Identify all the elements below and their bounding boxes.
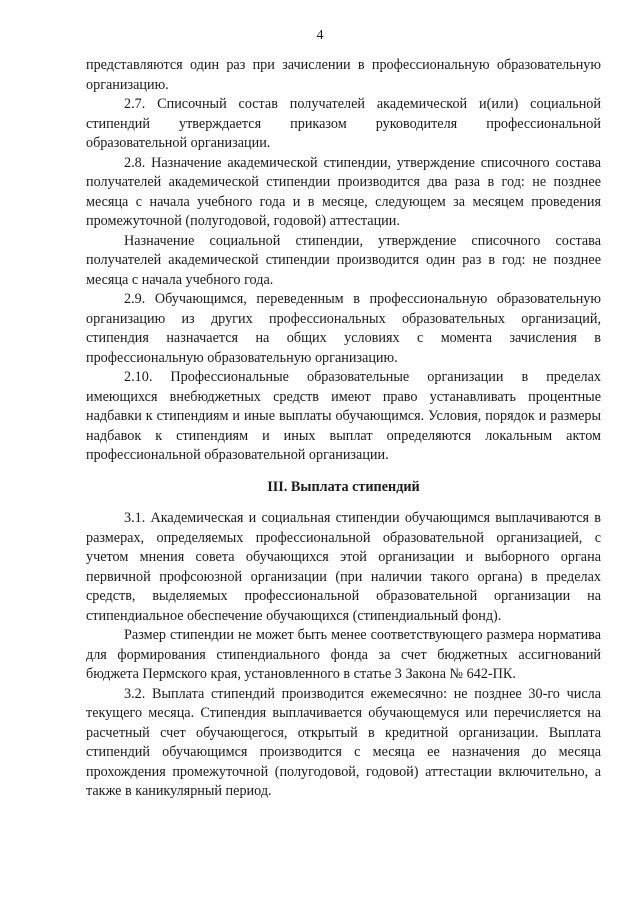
paragraph-continuation: представляются один раз при зачислении в профессиональную образовательную организацию. bbox=[86, 57, 601, 93]
paragraph-2-9: 2.9. Обучающимся, переведенным в профессиональную образовательную организацию из других профессиональных образовательных организаций, стипендия назначается на общих условиях с момента зачисления в профессиональную образовательную организацию. bbox=[86, 291, 601, 366]
paragraph-3-1-size: Размер стипендии не может быть менее соответствующего размера норматива для формирования стипендиального фонда за счет бюджетных ассигнований бюджета Пермского края, установленного в статье 3 Закона № 642-ПК. bbox=[86, 627, 601, 682]
paragraph-3-1: 3.1. Академическая и социальная стипендии обучающимся выплачиваются в размерах, определяемых профессиональной образовательной организацией, с учетом мнения совета обучающихся этой организации и выборного органа первичной профсоюзной организации (при наличии такого органа) в пределах средств, выделяемых профессиональной образовательной организации на стипендиальное обеспечение обучающихся (стипендиальный фонд). bbox=[86, 510, 601, 624]
page-number: 4 bbox=[316, 28, 324, 43]
paragraph-2-8-social: Назначение социальной стипендии, утверждение списочного состава получателей академической стипендии производится один раз в год: не позднее месяца с начала учебного года. bbox=[86, 232, 601, 288]
paragraph-2-8: 2.8. Назначение академической стипендии, утверждение списочного состава получателей академической стипендии производится два раза в год: не позднее месяца с начала учебного года и в месяце, следующем за месяцем проведения промежуточной (полугодовой, годовой) аттестации. bbox=[86, 154, 601, 229]
paragraph-2-7: 2.7. Списочный состав получателей академической и(или) социальной стипендий утверждается приказом руководителя профессиональной образовательной организации. bbox=[86, 96, 601, 151]
document-body bbox=[86, 56, 601, 802]
paragraph-2-10: 2.10. Профессиональные образовательные организации в пределах имеющихся внебюджетных средств имеют право устанавливать процентные надбавки к стипендиям и иные выплаты обучающимся. Условия, порядок и размеры надбавок к стипендиям и иных выплат определяются локальным актом профессиональной образовательной организации. bbox=[86, 369, 601, 463]
paragraph-3-2: 3.2. Выплата стипендий производится ежемесячно: не позднее 30-го числа текущего месяца. Стипендия выплачивается обучающемуся или перечисляется на расчетный счет обучающегося, открытый в кредитной организации. Выплата стипендий обучающимся производится с месяца ее назначения до месяца прохождения промежуточной (полугодовой, годовой) аттестации включительно, а также в каникулярный период. bbox=[86, 685, 601, 799]
section-heading: III. Выплата стипендий bbox=[267, 478, 420, 495]
